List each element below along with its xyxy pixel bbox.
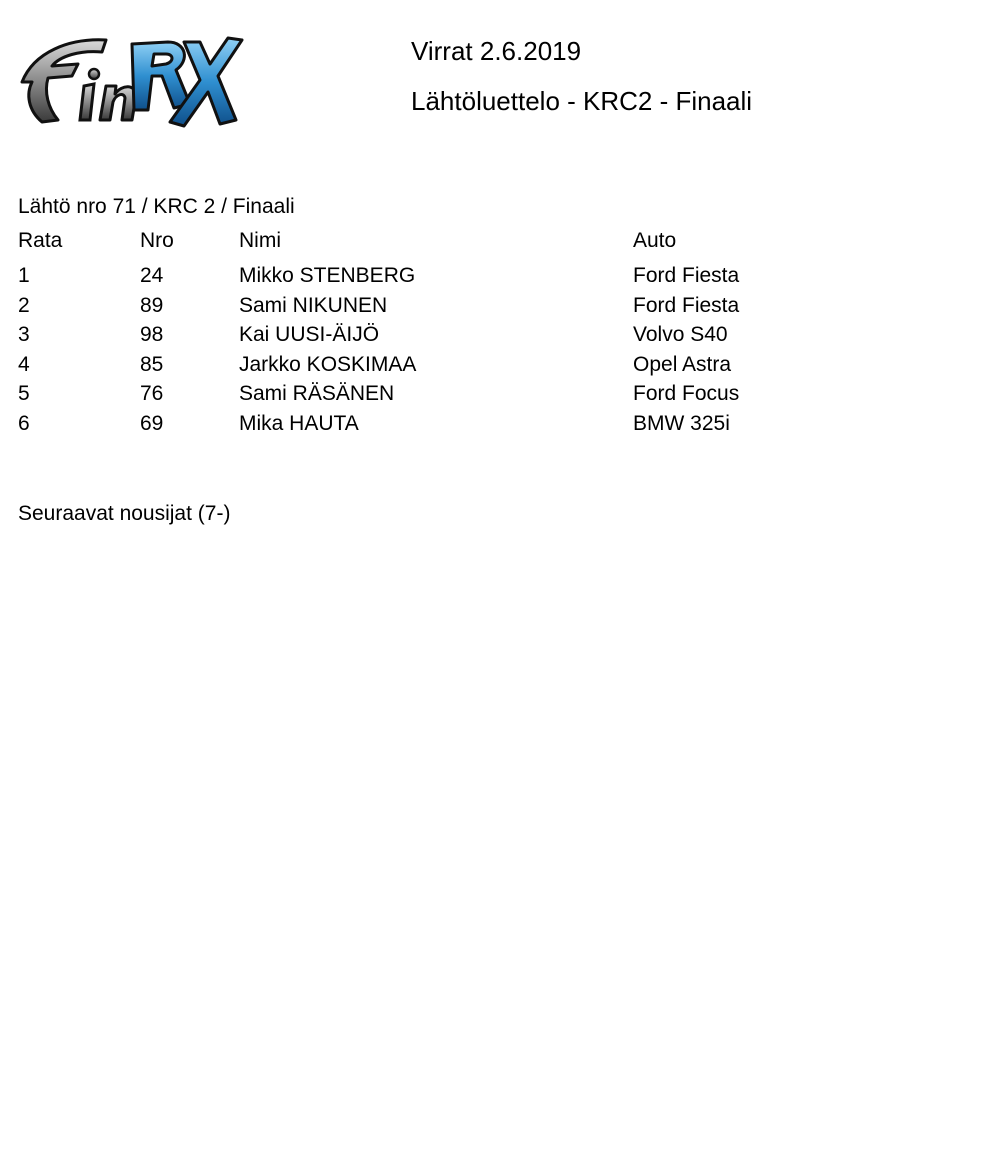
next-qualifiers-title: Seuraavat nousijat (7-) [18,502,231,525]
cell-nro: 69 [140,411,164,435]
cell-auto: Ford Focus [633,382,740,405]
cell-rata: 3 [18,323,30,346]
column-header-auto: Auto [633,229,677,252]
finrx-logo-graphic [14,30,246,130]
table-row [18,413,818,443]
cell-nimi: Mika HAUTA [239,411,359,435]
table-row [18,295,818,325]
cell-rata: 1 [18,264,30,287]
cell-auto: Opel Astra [633,352,732,376]
cell-rata: 6 [18,411,30,435]
cell-nro: 98 [140,323,164,346]
start-list-table [18,230,818,442]
cell-nimi: Sami NIKUNEN [239,293,388,317]
column-header-rata: Rata [18,229,63,252]
cell-nro: 85 [140,352,164,376]
cell-nimi: Jarkko KOSKIMAA [239,352,417,376]
cell-nimi: Kai UUSI-ÄIJÖ [239,323,380,346]
table-row [18,265,818,295]
cell-auto: Ford Fiesta [633,264,740,287]
table-row [18,354,818,384]
table-row [18,383,818,413]
cell-nro: 76 [140,382,164,405]
cell-nro: 89 [140,293,164,317]
heat-title: Lähtö nro 71 / KRC 2 / Finaali [18,195,295,218]
column-header-nro: Nro [140,229,174,252]
cell-nro: 24 [140,264,164,287]
cell-auto: Ford Fiesta [633,293,740,317]
cell-rata: 4 [18,352,30,376]
finrx-logo [14,30,246,130]
cell-auto: BMW 325i [633,411,730,435]
cell-nimi: Mikko STENBERG [239,264,416,287]
column-header-nimi: Nimi [239,229,281,252]
document-title: Lähtöluettelo - KRC2 - Finaali [411,86,753,116]
event-date: Virrat 2.6.2019 [411,36,582,66]
cell-rata: 5 [18,382,30,405]
table-header-row [18,230,818,265]
cell-auto: Volvo S40 [633,323,728,346]
document-header [411,38,752,114]
cell-nimi: Sami RÄSÄNEN [239,382,395,405]
table-row [18,324,818,354]
cell-rata: 2 [18,293,30,317]
